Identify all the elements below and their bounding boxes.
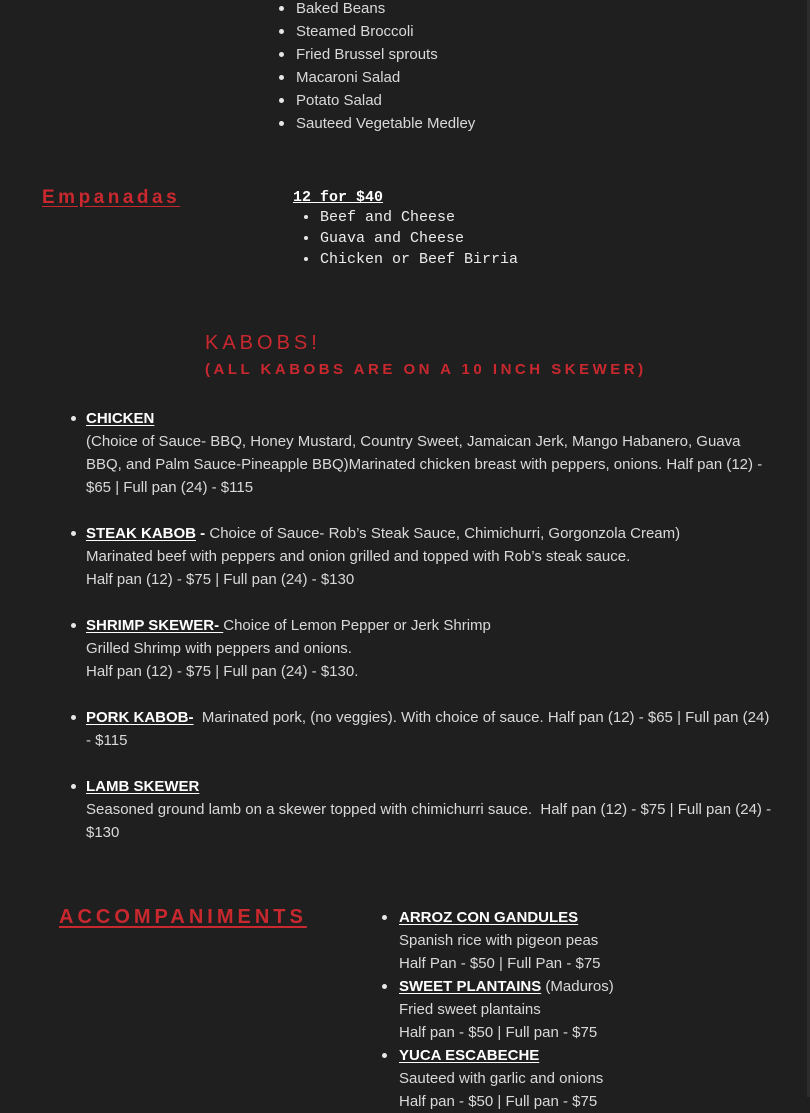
list-item: Macaroni Salad [296, 66, 475, 89]
item-description: Marinated pork, (no veggies). With choice of sauce. Half pan (12) - $65 | Full pan (24) - $115 [86, 709, 774, 749]
kabob-item-shrimp [86, 614, 776, 683]
accompaniments-list [399, 906, 614, 1113]
item-note: (Maduros) [541, 978, 614, 995]
kabob-item-steak [86, 522, 776, 591]
item-description: Seasoned ground lamb on a skewer topped with chimichurri sauce. Half pan (12) - $75 | Full pan (24) - $130 [86, 801, 776, 841]
list-item: Guava and Cheese [320, 228, 518, 249]
item-price: Half pan - $50 | Full pan - $75 [399, 1024, 598, 1041]
item-description: Spanish rice with pigeon peas [399, 932, 599, 949]
kabob-item-pork [86, 706, 776, 752]
list-item: Fried Brussel sprouts [296, 43, 475, 66]
list-item: Potato Salad [296, 89, 475, 112]
kabobs-heading: KABOBS! [205, 332, 321, 354]
item-name: ARROZ CON GANDULES [399, 909, 579, 926]
item-name: SWEET PLANTAINS [399, 978, 542, 995]
item-description: Marinated beef with peppers and onion grilled and topped with Rob’s steak sauce. [86, 548, 631, 565]
kabobs-list [86, 407, 776, 867]
item-name: PORK KABOB- [86, 709, 194, 726]
item-price: Half pan (12) - $75 | Full pan (24) - $130. [86, 663, 359, 680]
accompaniment-item [399, 1044, 614, 1113]
item-name: STEAK KABOB [86, 525, 197, 542]
sides-list [296, 0, 475, 135]
empanadas-list [320, 207, 518, 270]
kabob-item-lamb [86, 775, 776, 844]
item-description: Fried sweet plantains [399, 1001, 541, 1018]
list-item: Chicken or Beef Birria [320, 251, 519, 268]
item-name: SHRIMP SKEWER- [86, 617, 224, 634]
item-description: (Choice of Sauce- BBQ, Honey Mustard, Country Sweet, Jamaican Jerk, Mango Habanero, Guava BBQ, and Palm Sauce-Pineapple BBQ)Marinated chicken breast with peppers, onions. Half pan (12) - $65 | Full pan (24) - $115 [86, 433, 763, 496]
item-separator: - [196, 525, 210, 542]
item-price: Half Pan - $50 | Full Pan - $75 [399, 955, 601, 972]
accompaniment-item [399, 906, 614, 975]
accompaniments-heading: ACCOMPANIMENTS [59, 906, 307, 928]
item-name: YUCA ESCABECHE [399, 1047, 540, 1064]
empanadas-heading: Empanadas [42, 187, 181, 208]
item-name: LAMB SKEWER [86, 778, 200, 795]
item-sauce-options: Choice of Sauce- Rob’s Steak Sauce, Chimichurri, Gorgonzola Cream) [209, 525, 681, 542]
item-description: Grilled Shrimp with peppers and onions. [86, 640, 352, 657]
item-sauce-options: Choice of Lemon Pepper or Jerk Shrimp [223, 617, 491, 634]
item-name: CHICKEN [86, 410, 155, 427]
item-price: Half pan (12) - $75 | Full pan (24) - $130 [86, 571, 355, 588]
list-item: Beef and Cheese [320, 207, 518, 228]
kabob-item-chicken [86, 407, 776, 499]
kabobs-subheading: (ALL KABOBS ARE ON A 10 INCH SKEWER) [205, 361, 647, 378]
empanadas-price: 12 for $40 [293, 189, 384, 206]
list-item: Steamed Broccoli [296, 20, 475, 43]
list-item: Sauteed Vegetable Medley [296, 112, 475, 135]
item-description: Sauteed with garlic and onions [399, 1070, 604, 1087]
list-item: Baked Beans [296, 0, 475, 20]
accompaniment-item [399, 975, 614, 1044]
item-price: Half pan - $50 | Full pan - $75 [399, 1093, 598, 1110]
